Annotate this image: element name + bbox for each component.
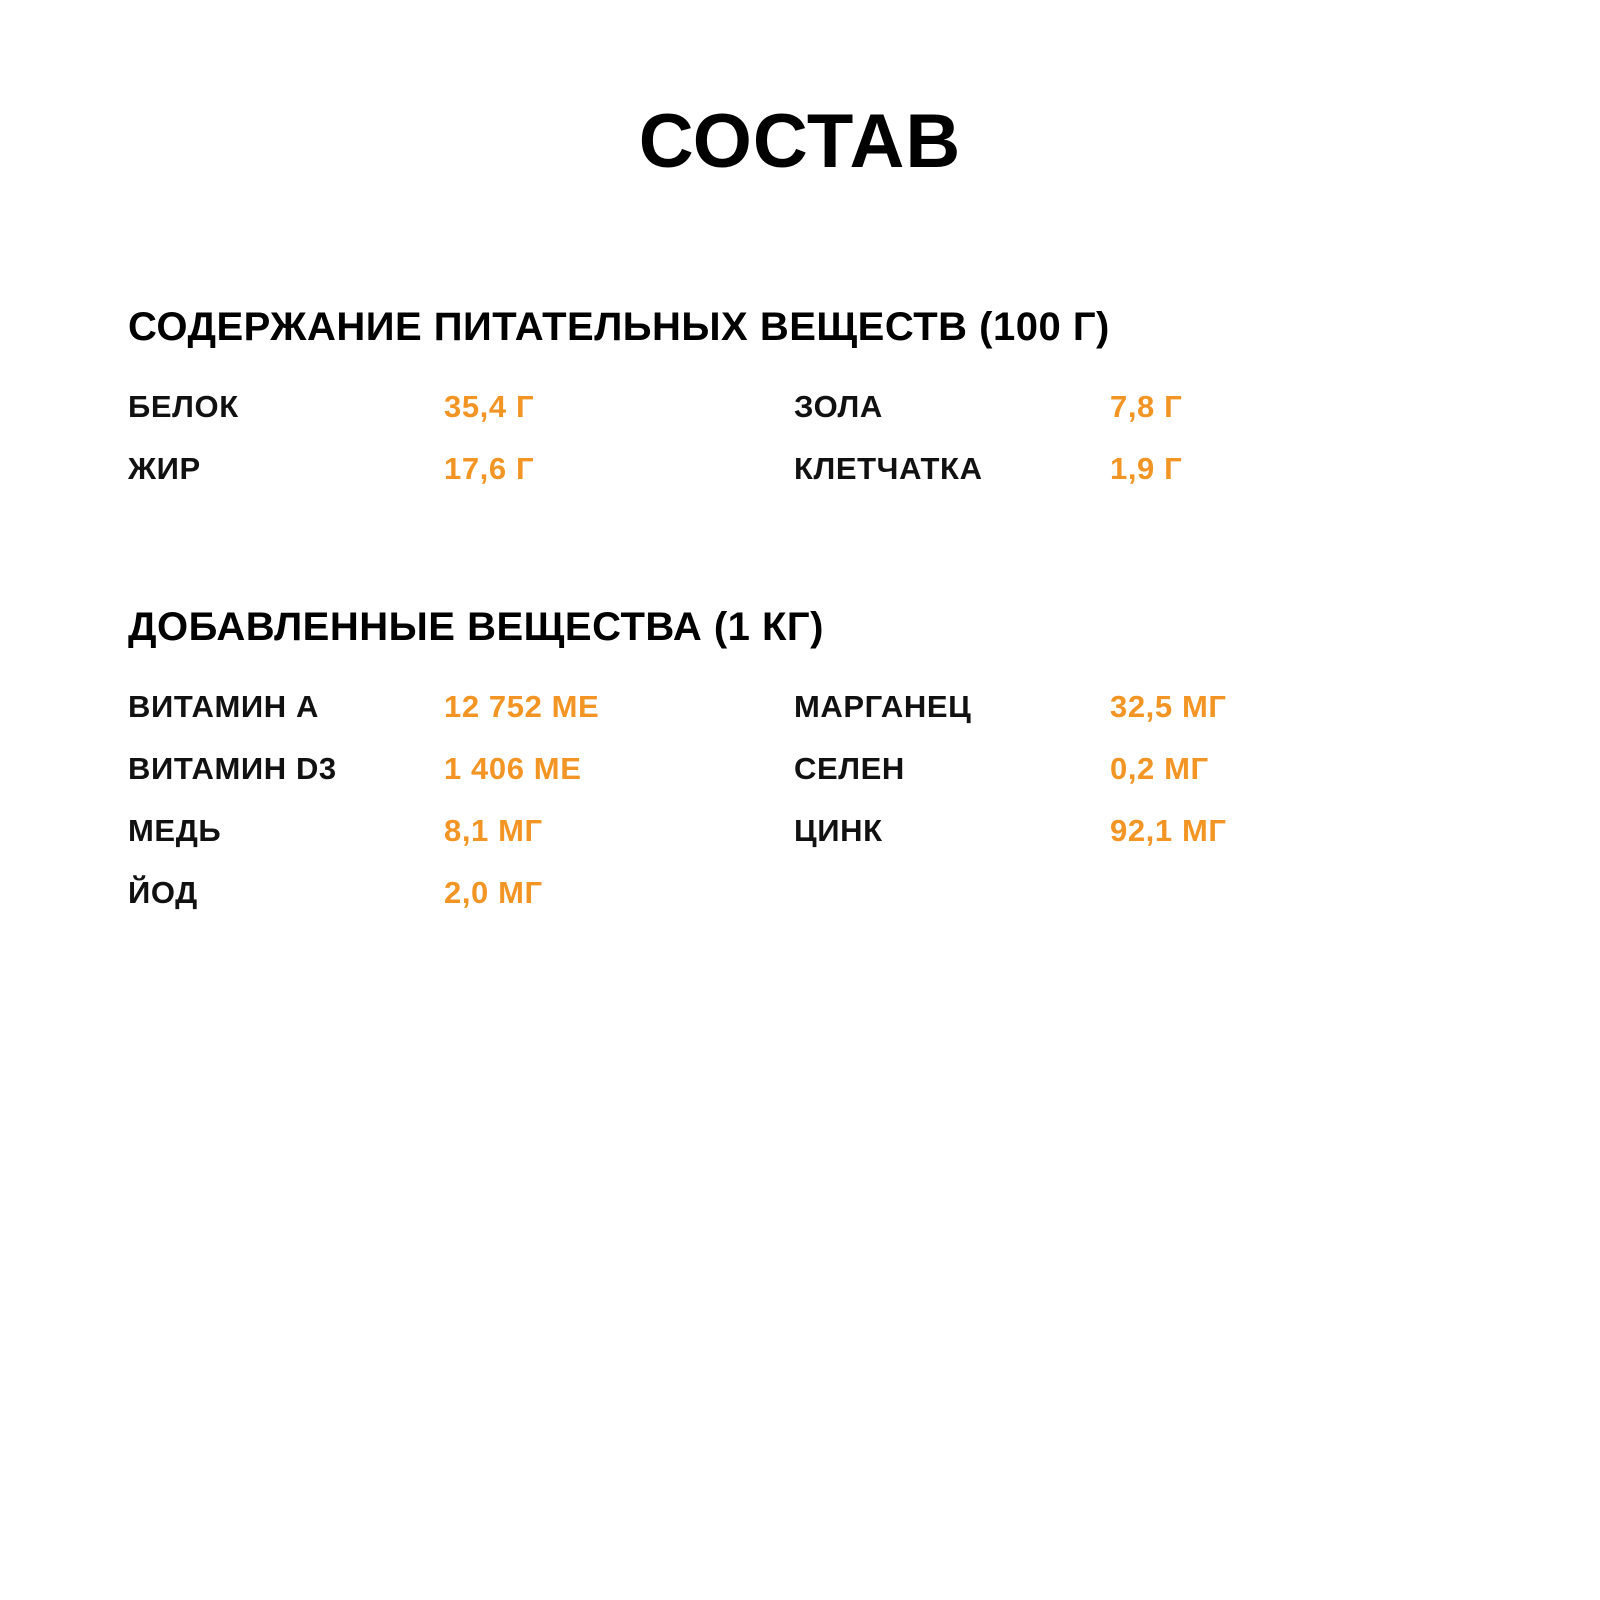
section-heading-nutrient-content: СОДЕРЖАНИЕ ПИТАТЕЛЬНЫХ ВЕЩЕСТВ (100 Г) [128,305,1110,349]
nutrient-label: КЛЕТЧАТКА [794,451,983,486]
added-substances-table [128,689,1472,911]
nutrient-cell [128,689,794,725]
nutrient-label: ЗОЛА [794,389,883,424]
nutrient-cell [128,875,794,911]
table-row [128,813,1472,849]
nutrient-label: МАРГАНЕЦ [794,689,972,724]
nutrient-label: ВИТАМИН А [128,689,319,724]
table-row [128,751,1472,787]
table-row [128,451,1472,487]
nutrient-value: 17,6 Г [444,451,535,486]
page-title: СОСТАВ [638,99,962,184]
nutrient-value: 12 752 МЕ [444,689,600,724]
nutrient-label: БЕЛОК [128,389,239,424]
nutrient-cell [794,451,1182,487]
nutrient-value: 32,5 МГ [1110,689,1227,724]
nutrient-label: СЕЛЕН [794,751,905,786]
nutrient-cell [128,451,794,487]
nutrient-value: 0,2 МГ [1110,751,1209,786]
nutrient-value: 8,1 МГ [444,813,543,848]
section-heading-added-substances: ДОБАВЛЕННЫЕ ВЕЩЕСТВА (1 КГ) [128,605,824,649]
nutrient-cell [128,389,794,425]
nutrient-label: МЕДЬ [128,813,222,848]
nutrient-cell [794,813,1227,849]
nutrient-cell [128,813,794,849]
nutrient-value: 7,8 Г [1110,389,1183,424]
nutrient-label: ЖИР [128,451,201,486]
nutrient-value: 92,1 МГ [1110,813,1227,848]
nutrient-value: 35,4 Г [444,389,535,424]
nutrient-value: 2,0 МГ [444,875,543,910]
nutrient-value: 1,9 Г [1110,451,1183,486]
section-added-substances [0,605,1600,911]
nutrient-value: 1 406 МЕ [444,751,582,786]
nutrient-cell [794,389,1182,425]
nutrient-label: ЙОД [128,875,198,910]
nutrient-cell [128,751,794,787]
nutrient-content-table [128,389,1472,487]
nutrient-cell [794,689,1227,725]
nutrient-cell [794,751,1209,787]
table-row [128,389,1472,425]
nutrient-label: ВИТАМИН D3 [128,751,337,786]
table-row [128,875,1472,911]
section-nutrient-content [0,305,1600,487]
table-row [128,689,1472,725]
nutrient-label: ЦИНК [794,813,883,848]
